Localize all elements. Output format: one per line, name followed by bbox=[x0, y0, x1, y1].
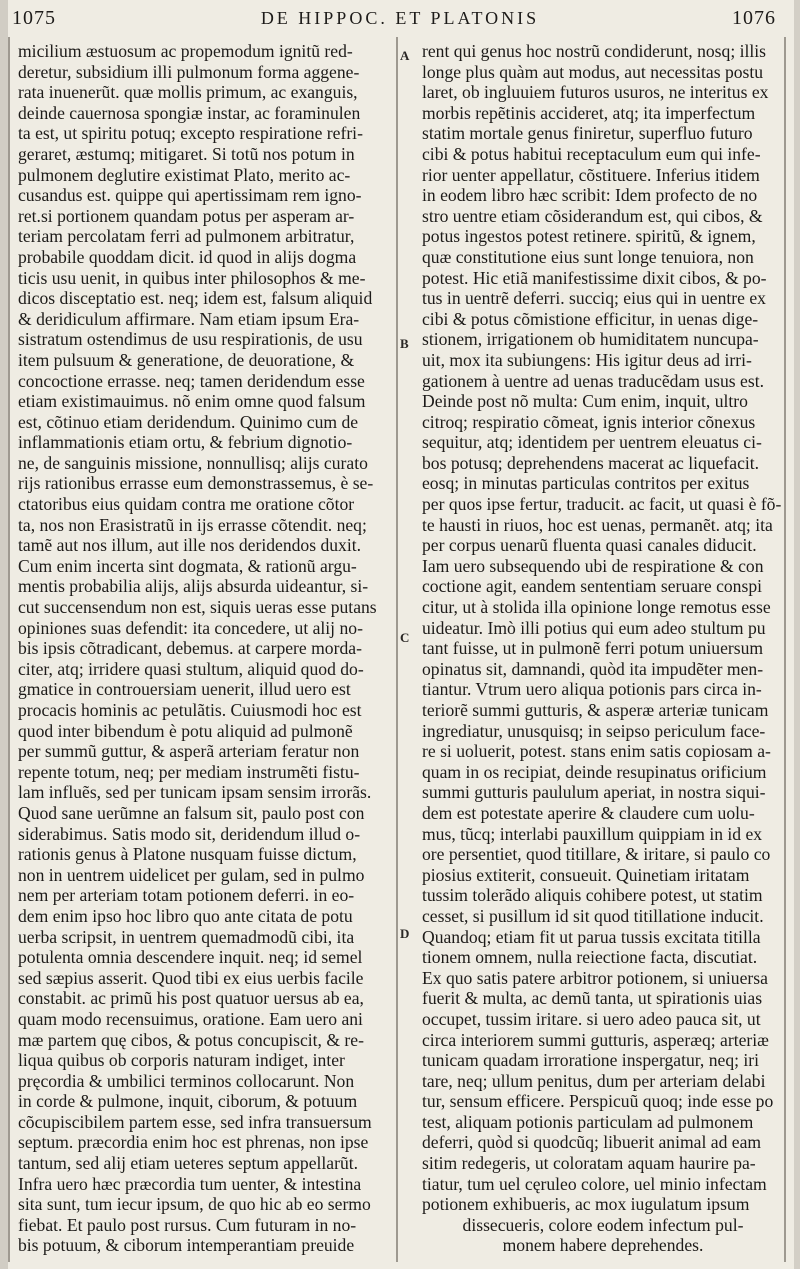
text-line: per corpus uenarũ fluenta quasi canales diducit. bbox=[422, 535, 757, 556]
text-line: circa interiorem summi gutturis, asperæq; arteriæ bbox=[422, 1029, 769, 1050]
text-line: tionem omnem, nulla reiectione facta, discutiat. bbox=[422, 947, 758, 968]
text-line: pulmonem deglutire existimat Plato, merito ac- bbox=[18, 164, 351, 185]
text-line: potionem exhibueris, ac mox iugulatum ipsum bbox=[422, 1194, 750, 1215]
text-line: tantum, sed alij etiam ueteres septum appellarũt. bbox=[18, 1153, 359, 1174]
text-line: nem per arteriam totam potionem deferri. in eo- bbox=[18, 885, 355, 906]
text-line: morbis repẽtinis accideret, atq; ita imperfectum bbox=[422, 102, 756, 123]
text-line: citer, atq; irridere quasi stultum, aliquid quod do- bbox=[18, 658, 364, 679]
text-line: Deinde post nõ multa: Cum enim, inquit, ultro bbox=[422, 391, 748, 412]
right-page-number: 1076 bbox=[732, 7, 776, 29]
left-page-number: 1075 bbox=[12, 7, 56, 29]
text-line: monem habere deprehendes. bbox=[502, 1235, 704, 1256]
text-line: cibi & potus cõmistione efficitur, in uenas dige- bbox=[422, 308, 759, 329]
text-line: pręcordia & umbilici terminos collocarunt. Non bbox=[18, 1070, 355, 1091]
text-line: re si uoluerit, potest. stans enim satis copiosam a- bbox=[422, 741, 771, 762]
text-line: procacis hominis ac petulãtis. Cuiusmodi hoc est bbox=[18, 700, 362, 720]
text-line: fuerit & multa, ac demũ tanta, ut spirationis uias bbox=[422, 988, 763, 1009]
text-line: Quod sane uerũmne an falsum sit, paulo post con bbox=[18, 802, 365, 823]
text-line: potulenta omnia descendere inquit. neq; id semel bbox=[18, 947, 363, 968]
text-line: ta est, ut spiritu potuq; excepto respiratione refri- bbox=[18, 123, 363, 144]
text-line: sed sæpius asserit. Quod tibi ex eius uerbis facile bbox=[18, 967, 364, 988]
text-line: potest. Hic etiã manifestissime dixit cibos, & po- bbox=[422, 267, 767, 288]
text-line: ingrediatur, unusquisq; in seipso periculum face- bbox=[422, 720, 766, 741]
text-line: longe plus quàm aut modus, aut necessitas postu bbox=[422, 61, 764, 82]
text-line: stro uentre etiam cõsiderandum est, qui cibos, & bbox=[422, 205, 763, 226]
text-line: Ex quo satis patere arbitror potionem, si uniuersa bbox=[422, 967, 768, 988]
text-line: tare, neq; ullum penitus, dum per arteriam delabi bbox=[422, 1070, 766, 1091]
right-border-rule bbox=[784, 37, 786, 1262]
text-line: cõcupiscibilem partem esse, sed infra transuersum bbox=[18, 1111, 372, 1132]
text-line: ne, de sanguinis missione, nonnullisq; alijs curato bbox=[18, 452, 368, 473]
text-line: probabile quoddam dicit. id quod in alijs dogma bbox=[18, 246, 357, 267]
text-line: constabit. ac primũ his post quatuor uersus ab ea, bbox=[18, 988, 364, 1009]
text-line: teriorẽ summi gutturis, & asperæ arteriæ tunicam bbox=[422, 700, 769, 720]
text-line: tus in uentrẽ deferri. succiq; eius qui in uentre ex bbox=[422, 288, 766, 309]
text-line: piosius extiterit, consueuit. Quinetiam iritatam bbox=[422, 864, 750, 885]
text-line: te hausti in riuos, hoc est uenas, permanẽt. atq; ita bbox=[422, 514, 773, 535]
text-line: uideatur. Imò illi potius qui eum adeo stultum pu bbox=[422, 617, 766, 638]
text-line: sistratum ostendimus de usu respirationis, de usu bbox=[18, 329, 363, 350]
text-line: deinde cauernosa spongiæ instar, ac foraminulen bbox=[18, 102, 361, 123]
text-line: ret.si portionem quandam potus per asperam ar- bbox=[18, 205, 355, 226]
text-line: per quos ipse fertur, traducit. ac facit, ut quasi è fõ- bbox=[422, 494, 782, 515]
text-line: rent qui genus hoc nostrũ condiderunt, nosq; illis bbox=[422, 41, 767, 61]
text-line: coctione agit, eandem sententiam seruare conspi bbox=[422, 576, 763, 597]
text-line: laret, ob ingluuiem futuros usuros, ne interitus ex bbox=[422, 82, 769, 103]
text-line: Iam uero subsequendo ubi de respiratione & con bbox=[422, 555, 764, 576]
text-line: ore persentiet, quod titillare, & iritare, si paulo co bbox=[422, 844, 771, 865]
text-line: statim mortale genus finiretur, superfluo futuro bbox=[422, 123, 753, 144]
running-title: DE HIPPOC. ET PLATONIS bbox=[260, 8, 540, 28]
text-line: cibi & potus habitui receptaculum eum qui infe- bbox=[422, 143, 761, 164]
text-line: sita sunt, tum iecur ipsum, de quo hic ab eo sermo bbox=[18, 1194, 371, 1215]
column-divider-rule bbox=[396, 37, 398, 1262]
text-line: summi gutturis paululum aperiat, in nostra siqui- bbox=[422, 782, 766, 803]
text-line: tussim tolerãdo aliquis cohibere potest, ut statim bbox=[422, 885, 763, 906]
text-line: bis potuum, & ciborum intemperantiam preuide bbox=[18, 1235, 355, 1256]
text-line: tur, sensum efficere. Perspicuũ quoq; inde esse po bbox=[422, 1091, 774, 1112]
text-line: rijs rationibus errasse eum demonstrassemus, è se- bbox=[18, 473, 374, 494]
text-line: cut succensendum non est, siquis ueras esse putans bbox=[18, 597, 377, 618]
text-line: dem enim ipso hoc libro quo ante citata de potu bbox=[18, 905, 353, 926]
text-line: ticis usu uenit, in quibus inter philosophos & me- bbox=[18, 267, 366, 288]
text-line: est, cõtinuo etiam deridendum. Quinimo cum de bbox=[18, 411, 359, 432]
left-border-rule bbox=[8, 37, 10, 1262]
text-line: uerba scripsit, in uentrem quemadmodũ cibi, ita bbox=[18, 926, 355, 947]
text-line: siderabimus. Satis modo sit, deridendum illud o- bbox=[18, 823, 361, 844]
text-line: geraret, æstumq; mitigaret. Si totũ nos potum in bbox=[18, 143, 355, 164]
text-line: opiniones suas defendit: ita concedere, ut alij no- bbox=[18, 617, 363, 638]
text-line: septum. præcordia enim hoc est phrenas, non ipse bbox=[18, 1132, 369, 1153]
text-line: sequitur, atq; identidem per uentrem eleuatus ci- bbox=[422, 432, 762, 453]
text-line: bis ipsis cõtradicant, debemus. at carpere morda- bbox=[18, 638, 362, 659]
text-line: liqua quibus ob corporis naturam indiget, inter bbox=[18, 1050, 345, 1071]
text-line: stionem, irrigationem ob humiditatem nuncupa- bbox=[422, 329, 759, 350]
text-line: quam in os recipiat, deinde resupinatus orificium bbox=[422, 761, 767, 782]
text-line: per summũ guttur, & asperã arteriam feratur non bbox=[18, 741, 360, 762]
text-line: sitim redegeris, ut coloratam aquam haurire pa- bbox=[422, 1153, 756, 1174]
text-line: occupet, tussim iritare. si uero adeo pauca sit, ut bbox=[422, 1008, 761, 1029]
text-line: fiebat. Et paulo post rursus. Cum futuram in no- bbox=[18, 1214, 357, 1235]
text-line: opinatus sit, damnandi, quòd ita impudẽter men- bbox=[422, 658, 764, 679]
text-line: tiatur, tum uel cęruleo colore, uel minio infectam bbox=[422, 1173, 767, 1194]
text-line: mentis probabilia alijs, alijs absurda uideantur, si- bbox=[18, 576, 369, 597]
text-line: non in uentrem uidelicet per gulam, sed in pulmo bbox=[18, 864, 365, 885]
text-line: dicos disceptatio est. neq; idem est, falsum aliquid bbox=[18, 288, 373, 309]
text-line: mus, tũcq; interlabi pauxillum quippiam in id ex bbox=[422, 823, 763, 844]
text-line: tamẽ aut nos illum, aut ille nos deridendos duxit. bbox=[18, 535, 362, 556]
text-line: dem est potestate aperire & claudere cum uolu- bbox=[422, 802, 755, 823]
text-line: in corde & pulmone, inquit, ciborum, & potuum bbox=[18, 1091, 358, 1112]
text-line: test, aliquam potionis particulam ad pulmonem bbox=[422, 1111, 754, 1132]
text-line: micilium æstuosum ac propemodum ignitũ red- bbox=[18, 41, 353, 61]
text-line: item pulsuum & generatione, de deuoratione, & bbox=[18, 349, 355, 370]
text-line: ta, nos non Erasistratũ in ijs errasse cõtendit. neq; bbox=[18, 514, 367, 535]
text-line: quæ constitutione eius sunt longe tenuiora, non bbox=[422, 246, 754, 267]
text-line: potus ingestos potest retinere. spiritũ, & ignem, bbox=[422, 226, 756, 247]
text-line: tiantur. Vtrum uero aliqua potionis pars circa in- bbox=[422, 679, 762, 700]
text-line: cesset, si pusillum id sit quod titillatione inducit. bbox=[422, 905, 764, 926]
text-line: ctatoribus eius quidam contra me oratione cõtor bbox=[18, 494, 355, 515]
text-line: citur, ut à stolida illa opinione longe remotus esse bbox=[422, 597, 771, 618]
text-line: gationem à uentre ad uenas traducẽdam usus est. bbox=[422, 370, 764, 391]
text-line: rior uenter appellatur, cõstituere. Inferius itidem bbox=[422, 164, 760, 185]
text-line: in eodem libro hæc scribit: Idem profecto de no bbox=[422, 185, 758, 206]
text-line: lam influẽs, sed per tunicam ipsam sensim irrorãs. bbox=[18, 782, 372, 803]
text-line: cusandus est. quippe qui apertissimam rem igno- bbox=[18, 185, 362, 206]
text-line: etiam existimauimus. nõ enim omne quod falsum bbox=[18, 391, 366, 412]
text-line: mæ partem quę cibos, & potus concupiscit, & re- bbox=[18, 1029, 364, 1050]
text-line: Cum enim incerta sint dogmata, & rationũ argu- bbox=[18, 555, 357, 576]
text-line: rationis genus à Platone nusquam fuisse dictum, bbox=[18, 844, 357, 865]
margin-marker-d: D bbox=[400, 926, 410, 941]
left-text-column bbox=[18, 41, 394, 1256]
text-line: tant fuisse, ut in pulmonẽ ferri potum uniuersum bbox=[422, 638, 764, 659]
text-line: inflammationis etiam ortu, & febrium dignotio- bbox=[18, 432, 353, 453]
text-line: repente totum, neq; per mediam instrumẽti fistu- bbox=[18, 761, 360, 782]
text-line: teriam percolatam ferri ad pulmonem arbitratur, bbox=[18, 226, 355, 247]
right-text-column bbox=[422, 41, 784, 1256]
text-line: bos potusq; deprehendens macerat ac liquefacit. bbox=[422, 452, 760, 473]
text-line: uit, mox ita subiungens: His igitur deus ad irri- bbox=[422, 349, 752, 370]
page-header bbox=[0, 4, 800, 34]
text-line: quam modo recensuimus, oratione. Eam uero ani bbox=[18, 1008, 363, 1029]
margin-marker-b: B bbox=[400, 336, 409, 351]
text-line: deretur, subsidium illi pulmonum forma aggene- bbox=[18, 61, 360, 82]
text-line: deferri, quòd si quodcũq; libuerit animal ad eam bbox=[422, 1132, 762, 1153]
text-line: citroq; respiratio cõmeat, ignis interior cõnexus bbox=[422, 411, 756, 432]
text-line: dissecueris, colore eodem infectum pul- bbox=[462, 1214, 744, 1235]
text-line: Quandoq; etiam fit ut parua tussis excitata titilla bbox=[422, 926, 761, 947]
text-line: rata inuenerũt. quæ mollis primum, ac exanguis, bbox=[18, 82, 358, 103]
text-line: eosq; in minutas particulas contritos per exitus bbox=[422, 473, 750, 494]
text-line: tunicam quadam irroratione inspergatur, neq; iri bbox=[422, 1050, 760, 1071]
text-line: quod inter bibendum è potu aliquid ad pulmonẽ bbox=[18, 720, 353, 741]
margin-marker-a: A bbox=[400, 48, 410, 63]
margin-marker-c: C bbox=[400, 630, 410, 645]
text-line: gmatice in controuersiam uenerit, illud uero est bbox=[18, 679, 351, 700]
text-line: concoctione errasse. neq; tamen deridendum esse bbox=[18, 370, 365, 391]
text-line: & deridiculum affirmare. Nam etiam ipsum Era- bbox=[18, 308, 360, 329]
text-line: Infra uero hæc præcordia tum uenter, & intestina bbox=[18, 1173, 362, 1194]
